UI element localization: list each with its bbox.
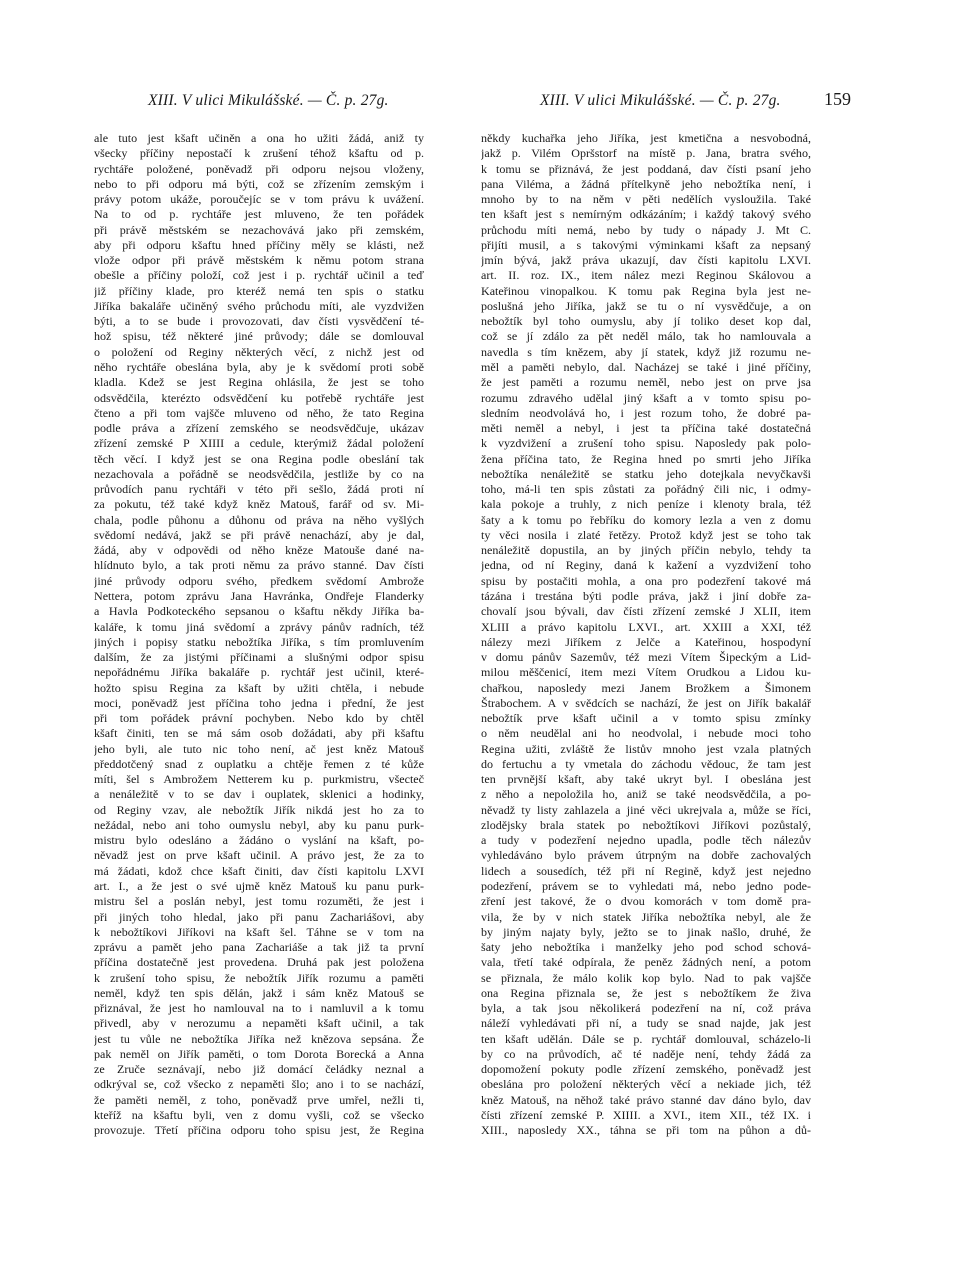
text-line: pak neměl on Jiřík paměti, o tom Dorota Borecká a Anna [94, 1046, 424, 1061]
left-text-column [94, 131, 424, 1139]
text-line: přijíti musil, a s takovými výminkami kšaft za nepsaný [481, 237, 811, 252]
text-line: do fertuchu a ty vmetala do záchodu vědouc, že tam jest [481, 756, 811, 771]
text-line: něvadž jest on prve kšaft učinil. A právo jest, že za to [94, 848, 424, 863]
text-line: průchodu míti nemá, nebo by tudy o nápady J. Mt C. [481, 222, 811, 237]
text-line: chařkou, naposledy mezi Janem Brožkem a Šimonem [481, 680, 811, 695]
text-line: sledním neodvolává ho, i jest rozum toho, že dobré pa- [481, 405, 811, 420]
text-line: žena příčina tato, že Regina hned po smrti jeho Jiříka [481, 451, 811, 466]
text-line: měti neměl a nebyl, i jest ta příčina také dostatečná [481, 421, 811, 436]
text-line: zlodějsky brala statek po nebožtíkovi Jiříkovi pozůstalý, [481, 817, 811, 832]
text-line: právy potom ukáže, poroučejíc se v tom právu k uvážení. [94, 192, 424, 207]
text-line: vlože odpor při právě městském k němu potom strana [94, 253, 424, 268]
text-line: něvadž ty listy zahlazela a jiné věci ukrejvala a, může se říci, [481, 802, 811, 817]
text-line: Nettera, potom zprávu Jana Havránka, Ondřeje Flanderky [94, 588, 424, 603]
text-line: hož spisu, též některé jiné průvody; dále se domlouval [94, 329, 424, 344]
text-line: všecky příčiny nepostačí k zrušení téhož kšaftu od p. [94, 146, 424, 161]
text-line: navedla s tím knězem, aby jí statek, když již rozumu ne- [481, 344, 811, 359]
text-line: při právě městském se nezachovává jako při zemském, [94, 222, 424, 237]
text-line: od Reginy vzav, ale nebožtík Jiřík nikdá jest ho za to [94, 802, 424, 817]
text-line: míti, šel s Ambrožem Netterem ku p. purkmistru, všecteč [94, 772, 424, 787]
text-line: při jiných toho hledal, jako při panu Zachariášovi, aby [94, 909, 424, 924]
text-line: se přiznala, že málo kolik kop bylo. Nad to pak vajšče [481, 970, 811, 985]
text-line: podle práva a zřízení zemského se neodsvědčuje, ukázav [94, 421, 424, 436]
text-line: k tomu se přiznává, že jest poddaná, dav čísti psaní jeho [481, 161, 811, 176]
text-line: obeslána pro položení některých věcí a nekiade jich, též [481, 1077, 811, 1092]
right-running-head: XIII. V ulici Mikulášské. — Č. p. 27g. [540, 92, 781, 109]
text-line: předdotčený snad z ouplatku a chtěje řemen z té kůže [94, 756, 424, 771]
text-line: Na to od p. rychtáře jest mluveno, že ten pořádek [94, 207, 424, 222]
text-line: což se jí zdálo za pět neděl málo, tak ho namlouvala a [481, 329, 811, 344]
left-running-head: XIII. V ulici Mikulášské. — Č. p. 27g. [148, 92, 389, 109]
text-line: k vyzdvižení a zrušení toho spisu. Naposledy pak polo- [481, 436, 811, 451]
text-line: jedna, od ní Reginy, daná k kažení a vyzdvižení toho [481, 558, 811, 573]
text-line: jakž p. Vilém Opršstorf na místě p. Jana, bratra svého, [481, 146, 811, 161]
text-line: jiné průvody odporu svého, předkem svědomí Ambrože [94, 573, 424, 588]
text-line: již příčiny klade, pro kteréž nemá ten spis o statku [94, 283, 424, 298]
text-line: nebožtíka nenáležitě se statku jeho dotejkala nevyčkavši [481, 466, 811, 481]
text-line: hožto spisu Regina za kšaft by užiti chtěla, i nebude [94, 680, 424, 695]
right-text-column [481, 131, 811, 1139]
text-line: odsvědčila, kterézto odsvědčení ku potřebě rychtáře jest [94, 390, 424, 405]
text-line: nálezy mezi Jiříkem z Jelče a Kateřinou, hospodyní [481, 634, 811, 649]
page-number: 159 [824, 89, 851, 109]
text-line: kněz Matouš, na něhož také právo stanné dav dáno bylo, dav [481, 1092, 811, 1107]
text-line: že paměti neměl, z toho, poněvadž prve umřel, nežli ti, [94, 1092, 424, 1107]
text-line: někdy kuchařka jeho Jiříka, jest kmetična a nesvobodná, [481, 131, 811, 145]
text-line: XLIII a právo kapitolu LXVI., art. XXIII a XXI, též [481, 619, 811, 634]
text-line: příčina dostatečně jest provedena. Druhá pak jest položena [94, 955, 424, 970]
text-line: ten kšaft jest s nemírným odkázáním; i každý takový svého [481, 207, 811, 222]
text-line: provozuje. Třetí příčina odporu toho spisu jest, že Regina [94, 1123, 424, 1138]
text-line: jest tu vůle ne nebožtíka Jiříka než knězova sepsána. Že [94, 1031, 424, 1046]
text-line: nebožtík byl toho oumyslu, aby jí toliko deset kop dal, [481, 314, 811, 329]
text-line: nepořádnému Jiříka bakaláře p. rychtář jest učinil, které- [94, 665, 424, 680]
text-line: Štrabochem. A v svědcích se nachází, že jest on Jiřík bakalář [481, 695, 811, 710]
text-line: ale tuto jest kšaft učiněn a ona ho užiti žádá, aniž ty [94, 131, 424, 145]
text-line: by co na průvodích, ač té naděje není, tehdy žádá za [481, 1046, 811, 1061]
text-line: XIII., naposledy XX., táhna se při tom na půhon a dů- [481, 1123, 811, 1138]
text-line: ty věci nosila i zlaté řetězy. Protož když jest se toho tak [481, 527, 811, 542]
text-line: art. II. roz. IX., item nález mezi Reginou Skálovou a [481, 268, 811, 283]
text-line: podezření, právem se to vyhledati má, nebo jedno pode- [481, 879, 811, 894]
text-line: dopomožení pokuty podle zřízení zemského, poněvadž jest [481, 1062, 811, 1077]
text-line: o položení od Reginy některých věcí, z nichž jest od [94, 344, 424, 359]
text-line: nezachovala a pořádně se neodsvědčila, jestliže by co na [94, 466, 424, 481]
text-line: z něho a nepoložila ho, aniž se také neodsvědčila, a po- [481, 787, 811, 802]
text-line: art. I., a že jest o své ujmě kněz Matouš ku panu purk- [94, 879, 424, 894]
text-line: jmín bývá, jakž práva ukazují, dav čísti kapitolu LXVI. [481, 253, 811, 268]
text-line: lidech a sousedích, též při ní Regině, když jest nejedno [481, 863, 811, 878]
text-line: obešle a příčiny položí, což jest i p. rychtář učinil a teď [94, 268, 424, 283]
text-line: svědomí nedává, jakž se při právě nenachází, aby je dal, [94, 527, 424, 542]
text-line: hlídnuto bylo, a tak proti němu za právo stanné. Dav čísti [94, 558, 424, 573]
text-line: mistru šel a poslán nebyl, jest tomu rozuměti, že jest i [94, 894, 424, 909]
text-line: chala, podle půhonu a důhonu od práva na něho vyšlých [94, 512, 424, 527]
text-line: šaty jeho nebožtíka i manželky jeho pod schod schová- [481, 940, 811, 955]
text-line: a nenáležitě v to se dav i ouplatek, sklenici a hodinky, [94, 787, 424, 802]
text-line: má žádati, kdož chce kšaft činiti, dav čísti kapitolu LXVI [94, 863, 424, 878]
text-line: Jiříka bakaláře učiněný svého průchodu míti, ale vyzdvižen [94, 298, 424, 313]
text-line: tázána i trestána býti podle práva, jakž i jiní dobře za- [481, 588, 811, 603]
text-line: moci, poněvadž jest příčina toho jedna i přední, že jest [94, 695, 424, 710]
text-line: býti, a to se bude i provozovati, dav čísti vysvědčení té- [94, 314, 424, 329]
text-line: pana Viléma, a žádná přítelkyně jeho nebožtíka není, i [481, 176, 811, 191]
text-line: kaláře, k tomu jiná svědomí a zprávy pánův radních, též [94, 619, 424, 634]
text-line: a tudy v podezření nejedno upadla, podle těch nálezův [481, 833, 811, 848]
text-line: kladla. Kdež se jest Regina ohlásila, že jest se toho [94, 375, 424, 390]
text-line: mnoho by to na něm v pěti nedělích vysloužila. Také [481, 192, 811, 207]
text-line: měl a paměti nebylo, dal. Nacházej se také i jiné příčiny, [481, 359, 811, 374]
text-line: nenáležitě dopustila, an by jiných příčin nebylo, tehdy ta [481, 543, 811, 558]
text-line: toho, má-li ten spis zůstati za pořádný čili nic, i odmy- [481, 482, 811, 497]
text-line: nebožtík prve kšaft učinil a v tomto spisu zmínky [481, 711, 811, 726]
text-line: mistru bylo odesláno a žádáno o vyslání na kšaft, po- [94, 833, 424, 848]
text-line: ona Regina přiznala se, že jest s nebožtíkem že živa [481, 985, 811, 1000]
text-line: nežádal, nebo ani toho oumyslu nebyl, aby ku panu purk- [94, 817, 424, 832]
text-line: vila, že by v nich statek Jiříka nebožtíka nebyl, ale že [481, 909, 811, 924]
text-line: by jiným najaty byly, ježto se to jinak našlo, druhé, že [481, 924, 811, 939]
text-line: o něm neudělal ani ho neodvolal, i nebude moci toho [481, 726, 811, 741]
text-line: milou měščenicí, item mezi Vítem Orudkou a Lidou ku- [481, 665, 811, 680]
text-line: čteno a při tom vajšče mluveno od něho, že tato Regina [94, 405, 424, 420]
text-line: za pokutu, též také když kněz Matouš, farář od sv. Mi- [94, 497, 424, 512]
text-line: něho rychtáře obeslána byla, aby je k svědomí proti sobě [94, 359, 424, 374]
text-line: v domu pánův Sazemův, též mezi Vítem Šipeckým a Lid- [481, 650, 811, 665]
text-line: šaty a k tomu po řebříku do komory lezla a ven z domu [481, 512, 811, 527]
text-line: odkrýval se, což všecko z nepaměti šlo; ano i to se nachází, [94, 1077, 424, 1092]
text-line: zprávu a pamět jeho pana Zachariáše a tak již ta první [94, 940, 424, 955]
text-line: ten kšaft udělán. Dále se p. rychtář domlouval, scházelo-li [481, 1031, 811, 1046]
text-line: náleží vyhledávati při ní, a tudy se snad najde, jak jest [481, 1016, 811, 1031]
text-line: rychtáře položené, poněvadž při odporu nejsou vloženy, [94, 161, 424, 176]
text-line: ze Zruče seznávají, nebo již domácí čeládky neznal a [94, 1062, 424, 1077]
text-line: průvodích panu rychtáři v této při sešlo, žádá proti ní [94, 482, 424, 497]
text-line: ten prvnější kšaft, aby také ukryt byl. I obeslána jest [481, 772, 811, 787]
text-line: k nebožtíkovi Jiříkovi na kšaft šel. Táhne se v tom na [94, 924, 424, 939]
text-line: spisu by postačiti mohla, a ona pro podezření takové má [481, 573, 811, 588]
text-line: nebo to při odporu má býti, což se zřízením zemským i [94, 176, 424, 191]
text-line: neměl, když ten spis dělán, jakž i sám kněz Matouš se [94, 985, 424, 1000]
text-line: k zrušení toho spisu, že nebožtík Jiřík rozumu a paměti [94, 970, 424, 985]
text-line: zřízení zemské P XIIII a cedule, kterýmiž žádal položení [94, 436, 424, 451]
text-line: aby při odporu kšaftu hned příčiny měly se klásti, než [94, 237, 424, 252]
text-line: vala, třetí také odpírala, že peněz žádných není, a potom [481, 955, 811, 970]
text-line: přiznával, že jest ho namlouval na to i namluvil a k tomu [94, 1001, 424, 1016]
text-line: jiných i popisy statku nebožtíka Jiříka, s tím promluvením [94, 634, 424, 649]
text-line: těch věcí. I když jest se ona Regina podle obeslání tak [94, 451, 424, 466]
text-line: Kateřinou vinopalkou. K tomu pak Regina byla jest ne- [481, 283, 811, 298]
text-line: zření jest takové, že o dvou komorách v tom domě pra- [481, 894, 811, 909]
text-line: a Havla Podkoteckého sepsanou o kšaftu někdy Jiříka ba- [94, 604, 424, 619]
text-line: přivedl, aby v nerozumu a nepaměti kšaft učinil, a tak [94, 1016, 424, 1031]
text-line: kšaft činiti, ten se má sám osob dožádati, aby při kšaftu [94, 726, 424, 741]
text-line: jeho byli, ale tuto nic toho není, ač jest kněz Matouš [94, 741, 424, 756]
text-line: kala pokoje a truhly, z nich peníze i klenoty brala, též [481, 497, 811, 512]
text-line: žádá, aby v odpovědi od něho kněze Matouše dané na- [94, 543, 424, 558]
text-line: kteříž na kšaftu byli, ven z domu vyšli, což se všecko [94, 1108, 424, 1122]
text-line: Regina užiti, zvláště že listův mnoho jest vzala platných [481, 741, 811, 756]
text-line: při tom pořádek právní pochyben. Nebo kdo by chtěl [94, 711, 424, 726]
text-line: rozumu zdravého udělal jiný kšaft a v tomto spisu po- [481, 390, 811, 405]
text-line: chovalí jsou bývali, dav čísti zřízení zemské J XLII, item [481, 604, 811, 619]
text-line: čísti zřízení zemské P. XIIII. a XVI., item XII., též IX. i [481, 1108, 811, 1122]
text-line: poslušná jeho Jiříka, jakž se tu o ní vysvědčuje, a on [481, 298, 811, 313]
text-line: byla, a tak jsou několikerá podezření na ní, což práva [481, 1001, 811, 1016]
text-line: vyhledáváno bylo právem útrpným na dobře zachovalých [481, 848, 811, 863]
text-line: že jest paměti a rozumu neměl, nebo jest on prve jsa [481, 375, 811, 390]
text-line: dalším, že za jistými příčinami a slušnými odpor spisu [94, 650, 424, 665]
